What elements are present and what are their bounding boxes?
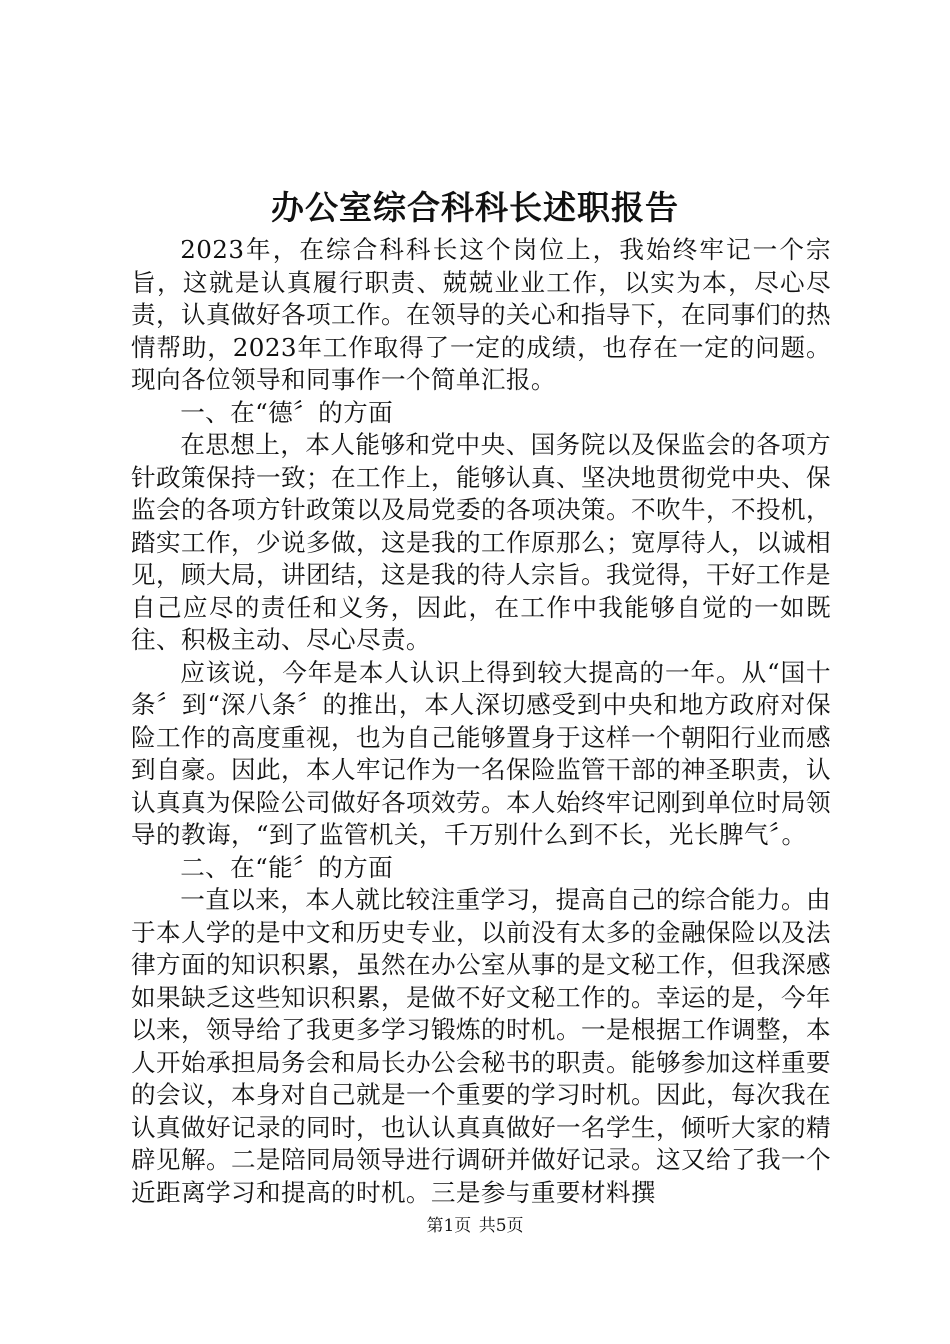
- page-number: 第1页: [426, 1216, 472, 1236]
- document-body: [131, 234, 831, 1209]
- paragraph-de-awareness: 应该说，今年是本人认识上得到较大提高的一年。从“国十条〞到“深八条〞的推出，本人深切感受到中央和地方政府对保险工作的高度重视，也为自己能够置身于这样一个朝阳行业而感到自豪。因此，本人牢记作为一名保险监管干部的神圣职责，认认真真为保险公司做好各项效劳。本人始终牢记刚到单位时局领导的教诲，“到了监管机关，千万别什么到不长，光长脾气〞。: [131, 657, 831, 849]
- paragraph-neng-study: 一直以来，本人就比较注重学习，提高自己的综合能力。由于本人学的是中文和历史专业，以前没有太多的金融保险以及法律方面的知识积累，虽然在办公室从事的是文秘工作，但我深感如果缺乏这些知识积累，是做不好文秘工作的。幸运的是，今年以来，领导给了我更多学习锻炼的时机。一是根据工作调整，本人开始承担局务会和局长办公会秘书的职责。能够参加这样重要的会议，本身对自己就是一个重要的学习时机。因此，每次我在认真做好记录的同时，也认认真真做好一名学生，倾听大家的精辟见解。二是陪同局领导进行调研并做好记录。这又给了我一个近距离学习和提高的时机。三是参与重要材料撰: [131, 885, 831, 1207]
- page-total: 共5页: [478, 1216, 524, 1236]
- section-heading-neng: 二、在“能〞的方面: [180, 852, 394, 882]
- document-title: 办公室综合科科长述职报告: [271, 188, 679, 227]
- section-heading-de: 一、在“德〞的方面: [180, 397, 394, 427]
- paragraph-intro: 2023年，在综合科科长这个岗位上，我始终牢记一个宗旨，这就是认真履行职责、兢兢业业工作，以实为本，尽心尽责，认真做好各项工作。在领导的关心和指导下，在同事们的热情帮助，2023年工作取得了一定的成绩，也存在一定的问题。现向各位领导和同事作一个简单汇报。: [131, 235, 831, 394]
- page-footer: [0, 1215, 950, 1237]
- paragraph-de-thought: 在思想上，本人能够和党中央、国务院以及保监会的各项方针政策保持一致；在工作上，能够认真、坚决地贯彻党中央、保监会的各项方针政策以及局党委的各项决策。不吹牛，不投机，踏实工作，少说多做，这是我的工作原那么；宽厚待人，以诚相见，顾大局，讲团结，这是我的待人宗旨。我觉得，干好工作是自己应尽的责任和义务，因此，在工作中我能够自觉的一如既往、积极主动、尽心尽责。: [131, 430, 831, 654]
